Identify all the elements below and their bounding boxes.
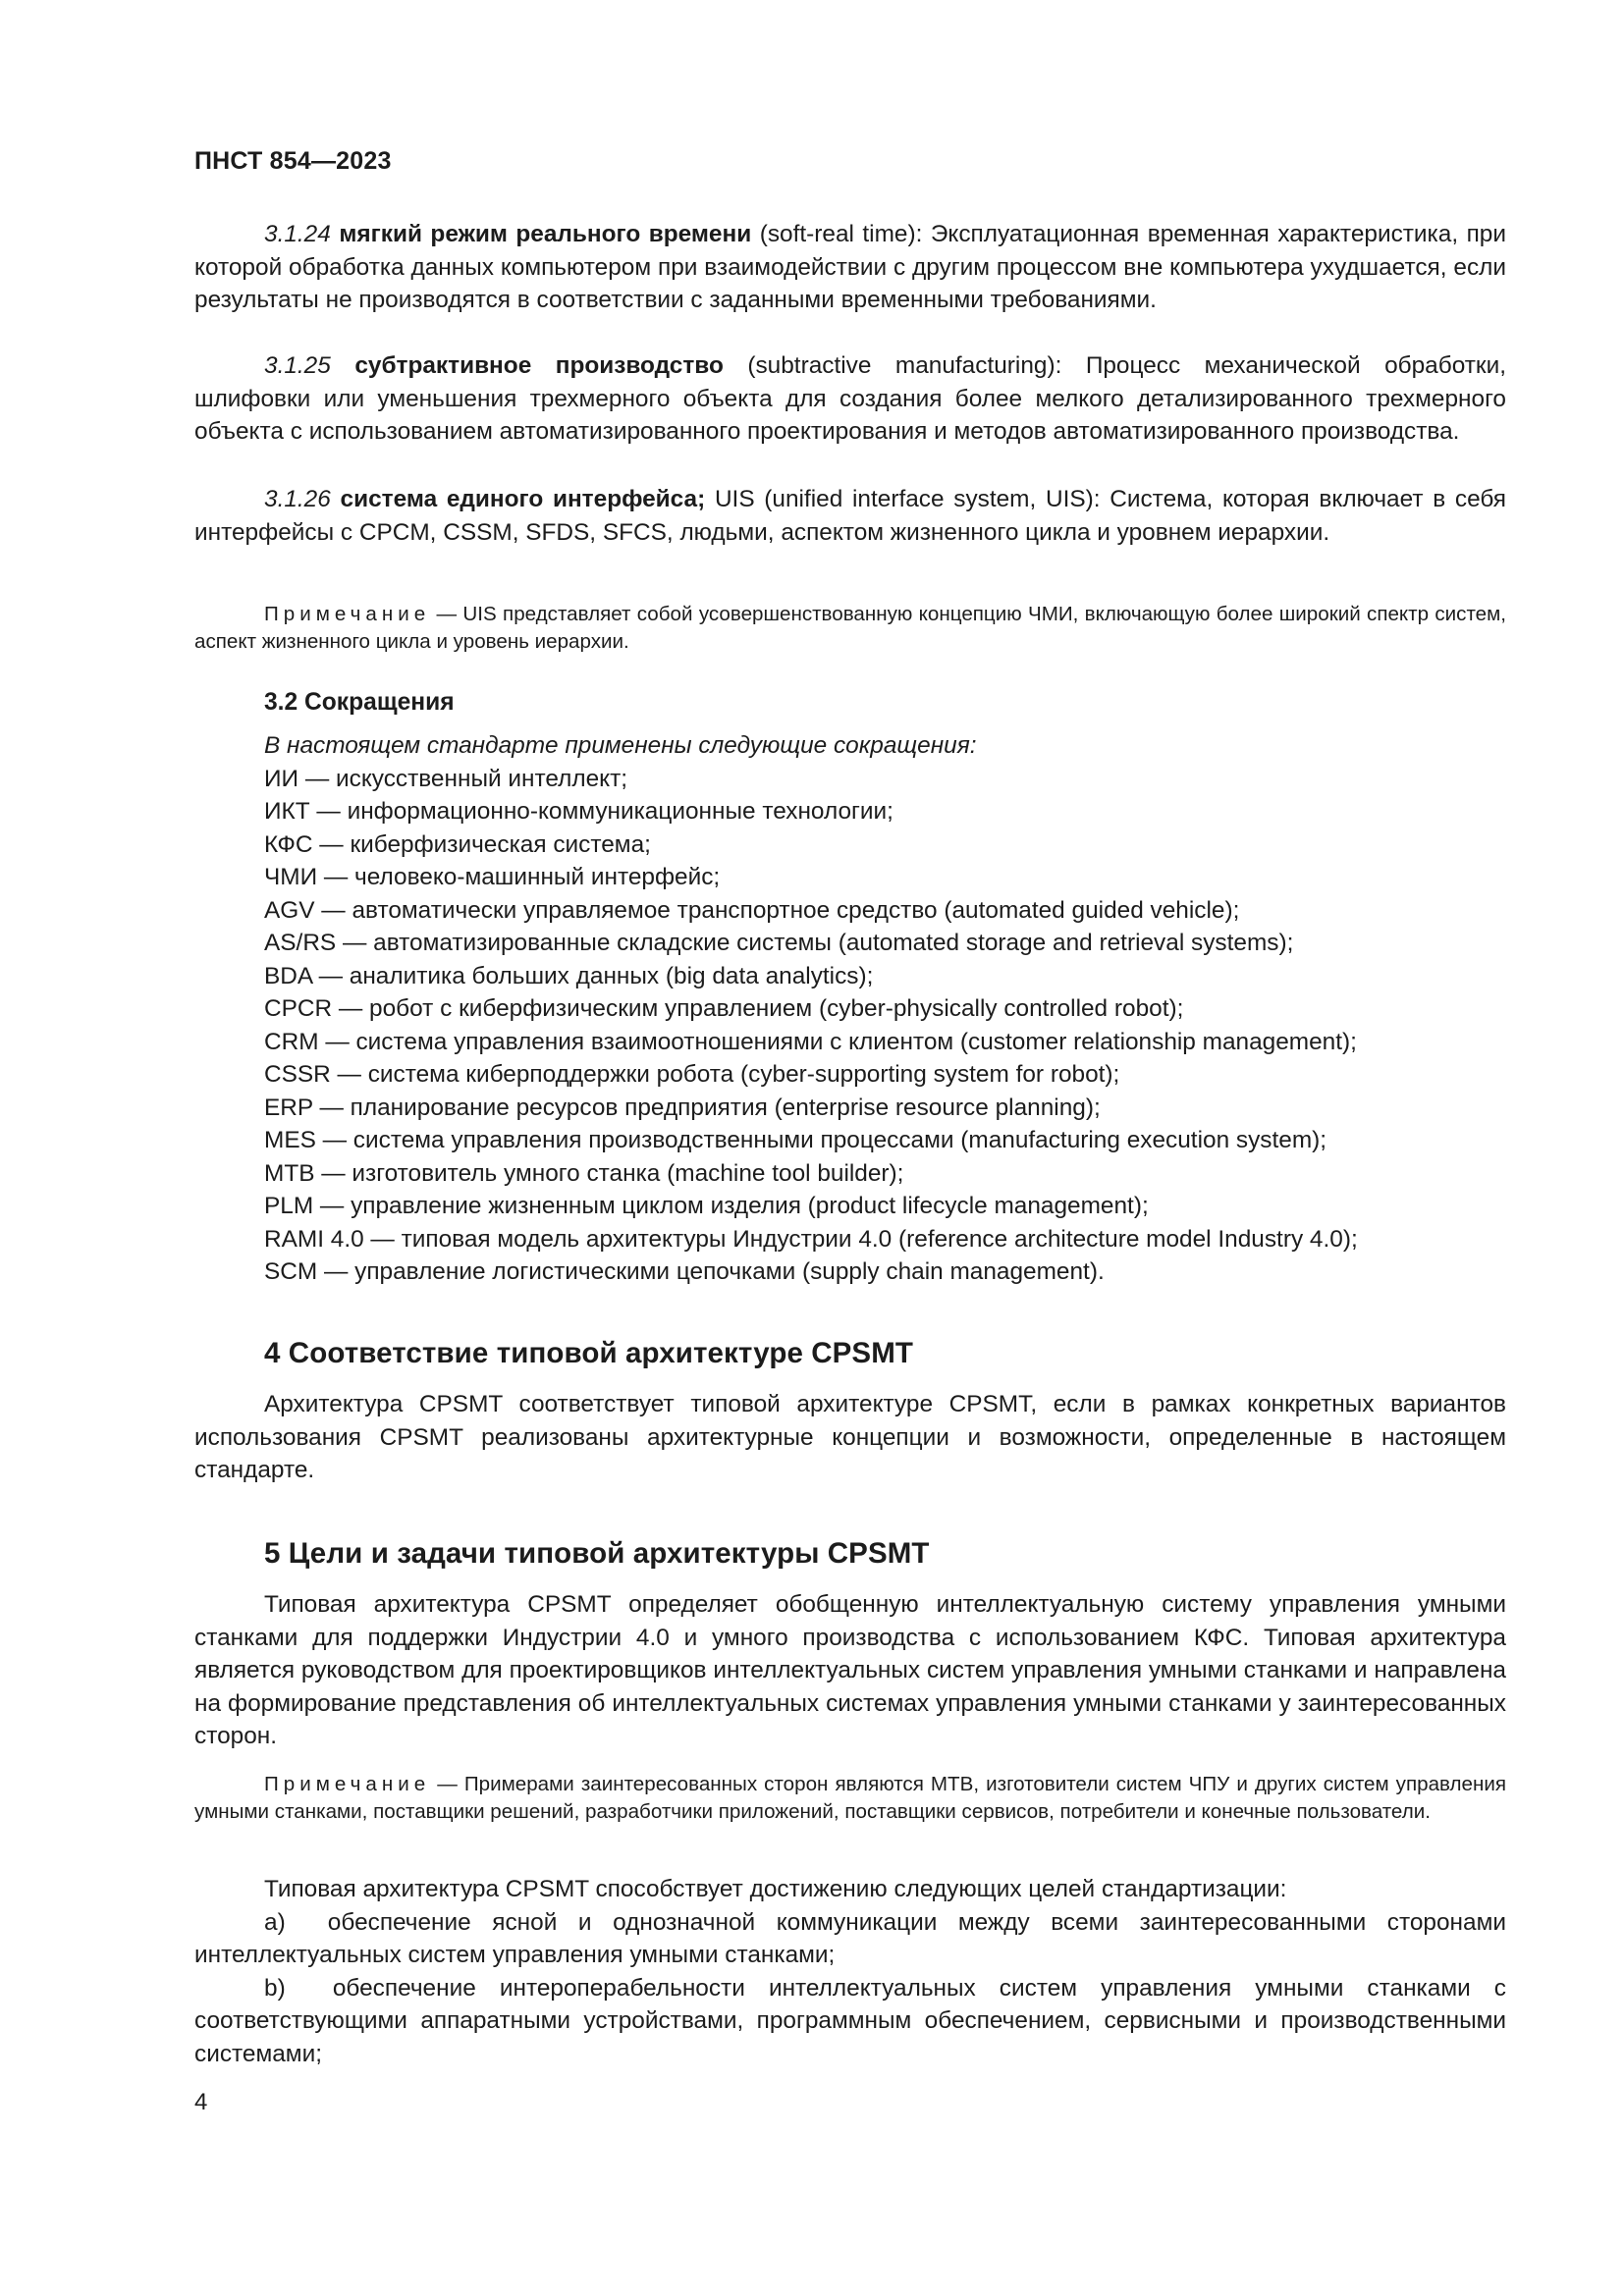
section-5 bbox=[194, 1537, 1506, 1571]
note-label: Примечание bbox=[264, 603, 431, 625]
term-name: мягкий режим реального времени bbox=[339, 221, 752, 247]
note-text: — Примерами заинтересованных сторон являются MTB, изготовители систем ЧПУ и других систем управления умными станками, поставщики решений, разработчики приложений, поставщики сервисов, потребители и конечные пользователи. bbox=[194, 1773, 1506, 1823]
goal-item-b: b) обеспечение интероперабельности интеллектуальных систем управления умными станками с соответствующими аппаратными устройствами, программным обеспечением, сервисными и производственными системами; bbox=[194, 1974, 1513, 2067]
abbreviations-section bbox=[194, 689, 1506, 717]
abbreviations-heading: 3.2 Сокращения bbox=[264, 689, 455, 716]
term-name: система единого интерфейса; bbox=[340, 486, 706, 512]
list-item: BDA — аналитика больших данных (big data analytics); bbox=[264, 962, 874, 989]
section-5-paragraph: Типовая архитектура CPSMT определяет обобщенную интеллектуальную систему управления умными станками для поддержки Индустрии 4.0 и умного производства с использованием КФС. Типовая архитектура является руководством для проектировщиков интеллектуальных систем управления умными станками и направлена на формирование представления об интеллектуальных системах управления умными станками у заинтересованных сторон. bbox=[194, 1591, 1506, 1749]
section-4-heading: 4 Соответствие типовой архитектуре CPSMT bbox=[264, 1337, 913, 1369]
abbreviations-intro: В настоящем стандарте применены следующие сокращения: bbox=[264, 732, 977, 759]
list-item: CPCR — робот с киберфизическим управлением (cyber-physically controlled robot); bbox=[264, 995, 1184, 1022]
section-4-paragraph: Архитектура CPSMT соответствует типовой архитектуре CPSMT, если в рамках конкретных вариантов использования CPSMT реализованы архитектурные концепции и возможности, определенные в настоящем стандарте. bbox=[194, 1391, 1506, 1483]
term-definition: UIS (unified interface system, UIS): Система, которая включает в себя интерфейсы с CPCM, CSSM, SFDS, SFCS, людьми, аспектом жизненного цикла и уровнем иерархии. bbox=[194, 486, 1507, 546]
note-text: — UIS представляет собой усовершенствованную концепцию ЧМИ, включающую более широкий спектр систем, аспект жизненного цикла и уровень иерархии. bbox=[194, 603, 1506, 653]
list-item: ИКТ — информационно-коммуникационные технологии; bbox=[264, 798, 893, 825]
section-5-body bbox=[194, 1588, 1506, 1753]
term-definition: (soft-real time): Эксплуатационная временная характеристика, при которой обработка данных компьютером при взаимодействии с другим процессом вне компьютера ухудшается, если результаты не производятся в соответствии с заданными временными требованиями. bbox=[194, 221, 1506, 313]
term-definition: (subtractive manufacturing): Процесс механической обработки, шлифовки или уменьшения трехмерного объекта для создания более мелкого детализированного трехмерного объекта с использованием автоматизированного проектирования и методов автоматизированного производства. bbox=[194, 352, 1506, 445]
section-4 bbox=[194, 1337, 1506, 1370]
list-item: CSSR — система киберподдержки робота (cyber-supporting system for robot); bbox=[264, 1061, 1120, 1088]
goals-intro: Типовая архитектура CPSMT способствует достижению следующих целей стандартизации: bbox=[264, 1876, 1287, 1902]
term-number: 3.1.24 bbox=[264, 221, 331, 247]
term-3-1-24 bbox=[194, 218, 1506, 317]
list-item: MTB — изготовитель умного станка (machine tool builder); bbox=[264, 1159, 904, 1187]
list-item: RAMI 4.0 — типовая модель архитектуры Индустрии 4.0 (reference architecture model Industry 4.0); bbox=[264, 1225, 1358, 1253]
term-name: субтрактивное производство bbox=[354, 352, 724, 379]
section-4-body bbox=[194, 1388, 1506, 1487]
section-5-heading: 5 Цели и задачи типовой архитектуры CPSMT bbox=[264, 1537, 930, 1570]
page-number: 4 bbox=[194, 2089, 208, 2115]
list-item: ИИ — искусственный интеллект; bbox=[264, 765, 628, 792]
abbreviations-list-block bbox=[194, 729, 1506, 1289]
list-item: PLM — управление жизненным циклом изделия (product lifecycle management); bbox=[264, 1193, 1149, 1219]
standardization-goals bbox=[194, 1873, 1513, 2070]
list-item: AS/RS — автоматизированные складские системы (automated storage and retrieval systems); bbox=[264, 930, 1294, 956]
abbreviations-list bbox=[194, 763, 1506, 1289]
document-id-header: ПНСТ 854—2023 bbox=[194, 147, 392, 175]
list-item: ЧМИ — человеко-машинный интерфейс; bbox=[264, 864, 721, 890]
goal-item-a: a) обеспечение ясной и однозначной коммуникации между всеми заинтересованными сторонами интеллектуальных систем управления умными станками; bbox=[194, 1908, 1513, 1968]
list-item: SCM — управление логистическими цепочками (supply chain management). bbox=[264, 1258, 1105, 1285]
note-uis bbox=[194, 601, 1506, 656]
note-stakeholders bbox=[194, 1771, 1506, 1826]
term-3-1-26 bbox=[194, 483, 1506, 549]
list-item: AGV — автоматически управляемое транспортное средство (automated guided vehicle); bbox=[264, 896, 1240, 924]
list-item: ERP — планирование ресурсов предприятия (enterprise resource planning); bbox=[264, 1094, 1101, 1121]
term-3-1-25 bbox=[194, 349, 1506, 449]
term-number: 3.1.26 bbox=[264, 486, 331, 512]
list-item: MES — система управления производственными процессами (manufacturing execution system); bbox=[264, 1127, 1327, 1153]
term-number: 3.1.25 bbox=[264, 352, 331, 379]
note-label: Примечание bbox=[264, 1773, 431, 1795]
list-item: КФС — киберфизическая система; bbox=[264, 830, 651, 858]
list-item: CRM — система управления взаимоотношениями с клиентом (customer relationship management); bbox=[264, 1028, 1357, 1055]
